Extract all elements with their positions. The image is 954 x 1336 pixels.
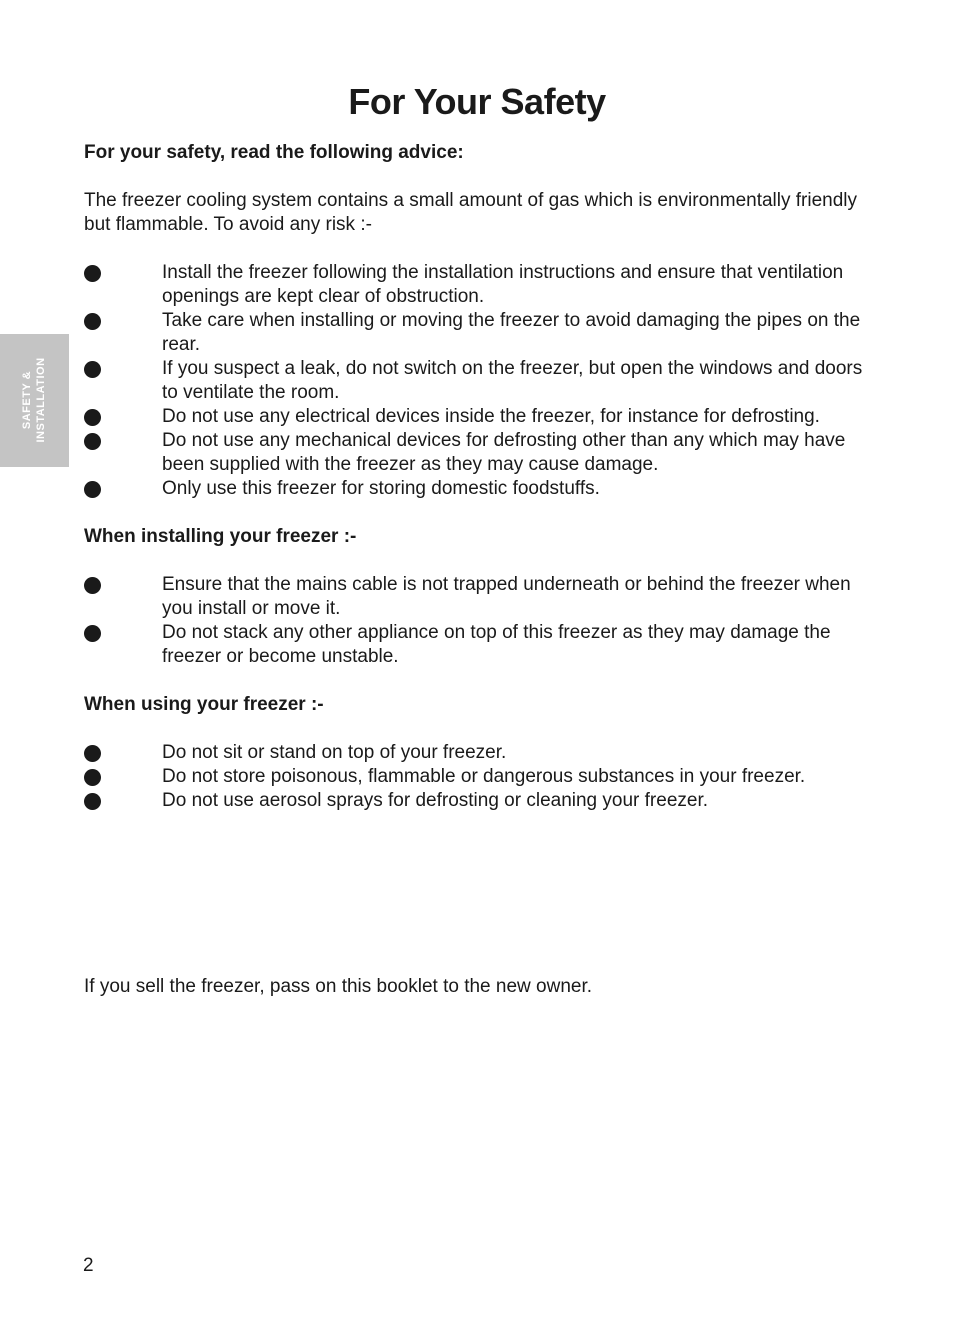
bullet-icon — [84, 625, 101, 642]
section-tab-label — [20, 340, 48, 460]
list-item-text: Ensure that the mains cable is not trapped underneath or behind the freezer when you install or move it. — [162, 574, 851, 619]
bullet-icon — [84, 265, 101, 282]
bullet-icon — [84, 313, 101, 330]
list-item — [84, 405, 874, 429]
list-item-text: Do not use aerosol sprays for defrosting or cleaning your freezer. — [162, 790, 709, 811]
list-item-text: Do not use any mechanical devices for defrosting other than any which may have been supplied with the freezer as they may cause damage. — [162, 430, 846, 475]
page-title: For Your Safety — [348, 81, 606, 123]
list-item — [84, 621, 874, 669]
list-item — [84, 261, 874, 309]
list-item — [84, 477, 874, 501]
general-intro: The freezer cooling system contains a small amount of gas which is environmentally friendly but flammable. To avoid any risk :- — [84, 190, 858, 235]
bullet-icon — [84, 361, 101, 378]
safety-content — [84, 141, 874, 837]
list-item-text: Do not stack any other appliance on top of this freezer as they may damage the freezer or become unstable. — [162, 622, 831, 667]
list-item-text: Do not sit or stand on top of your freezer. — [162, 742, 507, 763]
bullet-icon — [84, 433, 101, 450]
section-tab-line-1: SAFETY & — [21, 370, 33, 430]
list-item — [84, 765, 874, 789]
installing-advice-list — [84, 573, 874, 669]
bullet-icon — [84, 577, 101, 594]
bullet-icon — [84, 481, 101, 498]
list-item-text: Do not store poisonous, flammable or dangerous substances in your freezer. — [162, 766, 806, 787]
list-item — [84, 573, 874, 621]
list-item-text: Install the freezer following the installation instructions and ensure that ventilation openings are kept clear of obstruction. — [162, 262, 844, 307]
list-item — [84, 357, 874, 405]
bullet-icon — [84, 745, 101, 762]
page-number: 2 — [83, 1255, 94, 1276]
using-advice-list — [84, 741, 874, 813]
section-tab — [0, 334, 69, 467]
list-item-text: If you suspect a leak, do not switch on the freezer, but open the windows and doors to ventilate the room. — [162, 358, 863, 403]
bullet-icon — [84, 793, 101, 810]
list-item-text: Take care when installing or moving the freezer to avoid damaging the pipes on the rear. — [162, 310, 861, 355]
using-heading: When using your freezer :- — [84, 694, 324, 715]
installing-heading: When installing your freezer :- — [84, 526, 357, 547]
general-heading: For your safety, read the following advice: — [84, 142, 464, 163]
section-tab-line-2: INSTALLATION — [35, 357, 47, 443]
bullet-icon — [84, 769, 101, 786]
list-item — [84, 429, 874, 477]
bullet-icon — [84, 409, 101, 426]
closing-note: If you sell the freezer, pass on this booklet to the new owner. — [84, 976, 593, 997]
general-advice-list — [84, 261, 874, 501]
list-item-text: Do not use any electrical devices inside the freezer, for instance for defrosting. — [162, 406, 820, 427]
list-item — [84, 309, 874, 357]
list-item — [84, 741, 874, 765]
list-item — [84, 789, 874, 813]
list-item-text: Only use this freezer for storing domestic foodstuffs. — [162, 478, 600, 499]
